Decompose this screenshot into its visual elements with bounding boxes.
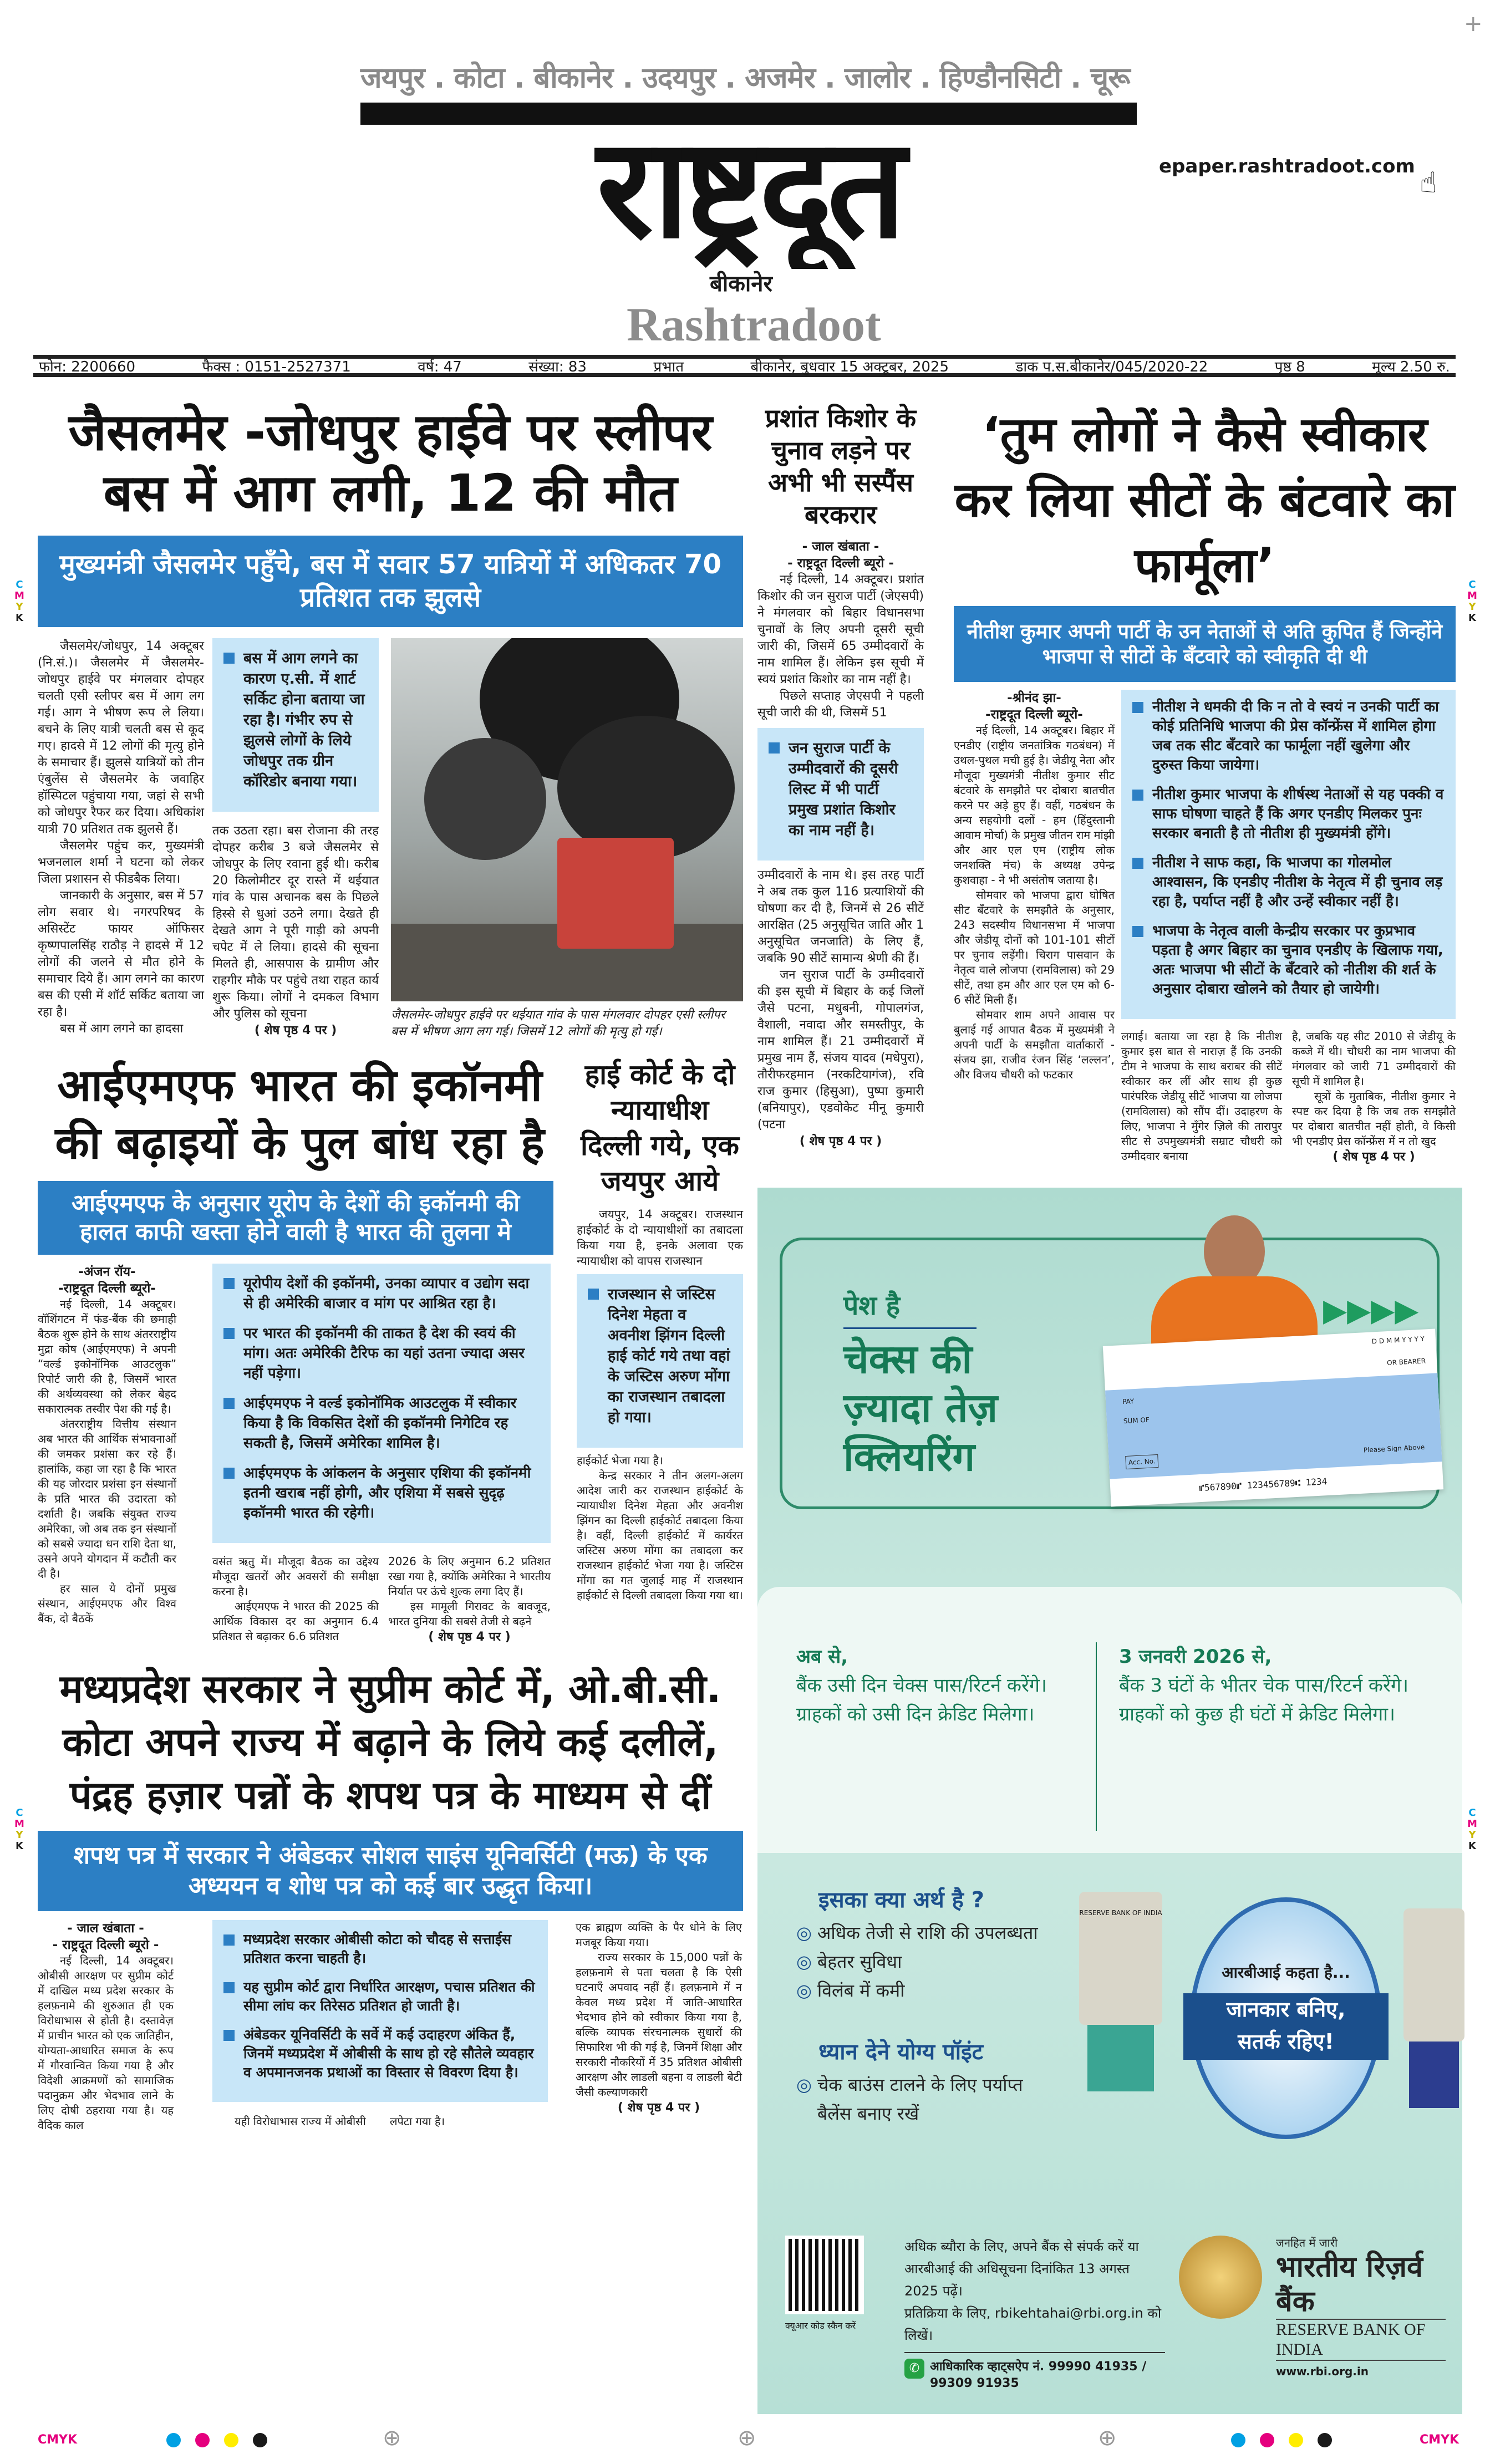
rbi-says-badge: आरबीआई कहता है... जानकार बनिए, सतर्क रहिए! [1190, 1897, 1382, 2139]
epaper-link[interactable]: epaper.rashtradoot.com [1159, 155, 1415, 177]
color-registration-dot [166, 2433, 181, 2447]
dateline-bar [33, 355, 1456, 377]
edition-name: बीकानेर [710, 271, 772, 297]
byline-author: - जाल खंबाता - [802, 539, 879, 554]
photo-caption: जैसलमेर-जोधपुर हाईवे पर थईयात गांव के पास मंगलवार दोपहर एसी स्लीपर बस में भीषण आग लग गई। जिसमें 12 लोगों की मृत्यु हो गई। [391, 1007, 725, 1038]
highlight-item: नीतीश ने साफ कहा, कि भाजपा का गोलमोल आश्वासन, कि एनडीए नीतीश के नेतृत्व में ही चुनाव लड़ रहा है, पर्याप्त नहीं है और उन्हें स्वीकार नहीं है। [1132, 853, 1445, 912]
ad-divider [843, 1327, 977, 1329]
rbi-advertisement [757, 1188, 1462, 2414]
obc-story [38, 1662, 743, 2133]
bus-fire-photo-block [391, 638, 743, 1040]
paragraph: नई दिल्ली, 14 अक्टूबर। ओबीसी आरक्षण पर सुप्रीम कोर्ट में दाखिल मध्य प्रदेश सरकार के हलफ़नामे की शुरुआत ही एक विरोधाभास से होती है। दस्तावेज़ में प्राचीन भारत को एक जातिहीन, योग्यता-आधारित समाज के रूप में गौरवान्वित किया गया है और विदेशी आक्रमणों को सामाजिक पदानुक्रम और भेदभाव लाने के लिए दोषी ठहराया गया है। यह वैदिक काल [38, 1953, 174, 2132]
bus-fire-highlight-box [212, 638, 379, 812]
obc-col2: यही विरोधाभास राज्य में ओबीसी [235, 2114, 366, 2128]
issue: संख्या: 83 [528, 359, 587, 375]
bullet-square-icon [223, 2030, 235, 2041]
logo-wordmark: राष्ट्रदूत [596, 108, 901, 269]
paragraph: सोमवार को भाजपा द्वारा घोषित सीट बँटवारे के समझौते के अनुसार, 243 सदस्यीय विधानसभा में भाजपा और जेडीयू दोनों को 101-101 सीटों पर चुनाव लड़ेंगी। चिराग पासवान के नेतृत्व वाले लोजपा (रामविलास) को 29 सीटें, तथा हम और आर एल एम को 6-6 सीटें मिली हैं। [954, 888, 1115, 1006]
cmyk-label-left: CMYK [38, 2433, 78, 2447]
paragraph: नई दिल्ली, 14 अक्टूबर। बिहार में एनडीए (राष्ट्रीय जनतांत्रिक गठबंधन) में उथल-पुथल मची हुई है। जेडीयू नेता और मौजूदा मुख्यमंत्री नीतीश कुमार सीट बंटवारे के समझौते पर दोबारा बातचीत करने पर अड़े हुए हैं। वहीं, गठबंधन के अन्य सहयोगी दलों - हम (हिंदुस्तानी आवाम मोर्चा) के प्रमुख जीतन राम मांझी और आर एल एम (राष्ट्रीय लोक जनशक्ति मंच) के अध्यक्ष उपेन्द्र कुशवाहा - ने भी असंतोष जताया है। [954, 724, 1115, 887]
crop-mark-icon: + [1464, 11, 1483, 37]
highlight-item: राजस्थान से जस्टिस दिनेश मेहता व अवनीश झिंगन दिल्ली हाई कोर्ट गये तथा वहां के जस्टिस अरुण मोंगा का राजस्थान तबादला हो गया। [588, 1284, 732, 1428]
imf-hc-row [38, 1057, 743, 1646]
obc-col3: लपेटा गया है। [390, 2114, 445, 2128]
ad-footer [757, 2175, 1462, 2414]
obc-headline: मध्यप्रदेश सरकार ने सुप्रीम कोर्ट में, ओ.बी.सी. कोटा अपने राज्य में बढ़ाने के लिये कई दलीलें, पंद्रह हज़ार पन्नों के शपथ पत्र के माध्यम से दीं [59, 1666, 721, 1818]
left-news-region [38, 402, 743, 2133]
points-heading: ध्यान देने योग्य पॉइंट [818, 2039, 983, 2065]
qr-block [785, 2236, 891, 2332]
continued-note: ( शेष पृष्ठ 4 पर ) [428, 1630, 511, 1644]
imf-headline: आईएमएफ भारत की इकॉनमी की बढ़ाइयों के पुल बांध रहा है [55, 1059, 545, 1169]
imf-col1 [38, 1264, 176, 1626]
byline-author: - जाल खंबाता - [67, 1921, 144, 1936]
target-bullet-icon: ◎ [796, 1980, 812, 2001]
bullet-square-icon [223, 1278, 235, 1289]
fax: फैक्स : 0151-2527371 [202, 359, 351, 375]
whatsapp-icon: ✆ [904, 2359, 924, 2379]
registration-target-icon: ⊕ [738, 2425, 756, 2451]
highlight-item: यह सुप्रीम कोर्ट द्वारा निर्धारित आरक्षण, पचास प्रतिशत की सीमा लांघ कर तिरेसठ प्रतिशत हो जाती है। [223, 1978, 537, 2015]
registration-target-icon: ⊕ [383, 2425, 401, 2451]
color-registration-dot [1231, 2433, 1245, 2447]
bullet-square-icon [223, 1328, 235, 1339]
ad-lists [796, 1886, 1062, 2128]
byline-bureau: - राष्ट्रदूत दिल्ली ब्यूरो - [787, 556, 894, 571]
color-registration-dot [195, 2433, 210, 2447]
nitish-story [954, 402, 1456, 1165]
qr-code[interactable] [785, 2236, 864, 2314]
nitish-deck: नीतीश कुमार अपनी पार्टी के उन नेताओं से अति कुपित हैं जिन्होंने भाजपा से सीटों के बँटवारे को स्वीकृति दी थी [954, 606, 1456, 682]
highlight-item: आईएमएफ के आंकलन के अनुसार एशिया की इकॉनमी इतनी खराब नहीं होगी, और एशिया में सबसे सुदृढ़ इकॉनमी भारत की रहेगी। [223, 1463, 540, 1523]
byline-author: -श्रीनंद झा- [1007, 691, 1061, 705]
ad-info-panel [757, 1587, 1462, 1853]
bus-fire-photo [391, 638, 743, 1001]
bullet-square-icon [1132, 702, 1143, 713]
paragraph: नई दिल्ली, 14 अक्टूबर। वॉशिंगटन में फंड-बैंक की छमाही बैठक शुरू होने के साथ अंतरराष्ट्रीय मुद्रा कोष (आईएमएफ) ने अपनी “वर्ल्ड इकोनॉमिक आउटलुक” रिपोर्ट जारी की है, जिसमें भारत की अर्थव्यवस्था को लेकर बेहद सकारात्मक तस्वीर पेश की गई है। [38, 1297, 176, 1416]
highlight-item: पर भारत की इकॉनमी की ताकत है देश की स्वयं की मांग। अतः अमेरिकी टैरिफ का यहां उतना ज्यादा असर नहीं पड़ेगा। [223, 1323, 540, 1383]
nitish-headline: ‘तुम लोगों ने कैसे स्वीकार कर लिया सीटों के बंटवारे का फार्मूला’ [954, 407, 1455, 593]
bus-fire-deck: मुख्यमंत्री जैसलमेर पहुँचे, बस में सवार 57 यात्रियों में अधिकतर 70 प्रतिशत तक झुलसे [38, 536, 743, 627]
highlight-item: नीतीश ने धमकी दी कि न तो वे स्वयं न उनकी पार्टी का कोई प्रतिनिधि भाजपा की प्रेस कॉन्फ्रेंस में शामिल होगा जब तक सीट बँटवारे का फार्मूला नहीं खुलेगा और दुरुस्त किया जायेगा। [1132, 698, 1445, 775]
nitish-right [1121, 690, 1456, 1165]
highlight-item: बस में आग लगने का कारण ए.सी. में शार्ट सर्किट होना बताया जा रहा है। गंभीर रुप से झुलसे लोगों के लिये जोधपुर तक ग्रीन कॉरिडोर बनाया गया। [223, 648, 368, 792]
bus-fire-middle [212, 638, 379, 1039]
meaning-list [796, 1918, 1062, 2005]
ad-contact-block [904, 2236, 1165, 2392]
paragraph: नई दिल्ली, 14 अक्टूबर। प्रशांत किशोर की जन सुराज पार्टी (जेएसपी) ने मंगलवार को बिहार विधानसभा चुनावों के लिए अपनी दूसरी सूची जारी की, जिसमें 65 उम्मीदवारों के नाम शामिल हैं। लेकिन इस सूची में स्वयं प्रशांत किशोर का नाम नहीं है। [757, 573, 924, 686]
registration-target-icon: ⊕ [1098, 2425, 1117, 2451]
color-registration-dot [1260, 2433, 1274, 2447]
list-item: ◎ विलंब में कमी [796, 1976, 1062, 2005]
paragraph: पिछले सप्ताह जेएसपी ने पहली सूची जारी की थी, जिसमें 51 [757, 689, 924, 720]
imf-col3: 2026 के लिए अनुमान 6.2 प्रतिशत रखा गया है, क्योंकि अमेरिका ने भारतीय निर्यात पर ऊंचे शुल्क लगा दिए हैं। इस मामूली गिरावट के बावजूद, भारत दुनिया की सबसे तेजी से बढ़ने ( शेष पृष्ठ 4 पर ) [388, 1554, 551, 1646]
obc-highlight-box [212, 1920, 548, 2102]
nitish-col1 [954, 690, 1115, 1082]
imf-deck: आईएमएफ के अनुसार यूरोप के देशों की इकॉनमी की हालत काफी खस्ता होने वाली है भारत की तुलना मे [38, 1181, 553, 1255]
imf-col2: वसंत ऋतु में। मौजूदा बैठक का उद्देश्य मौजूदा खतरों और अवसरों की समीक्षा करना है। आईएमएफ ने भारत की 2025 की आर्थिक विकास दर का अनुमान 6.4 प्रतिशत से बढ़ाकर 6.6 प्रतिशत [212, 1554, 379, 1643]
qr-label: क्यूआर कोड स्कैन करें [785, 2320, 856, 2331]
bus-fire-headline: जैसलमेर -जोधपुर हाईवे पर स्लीपर बस में आग लगी, 12 की मौत [68, 403, 713, 523]
cmyk-label-right: CMYK [1420, 2433, 1459, 2447]
bus-fire-col2: तक उठता रहा। बस रोजाना की तरह दोपहर करीब 3 बजे जैसलमेर से जोधपुर के लिए रवाना हुई थी। करीब 20 किलोमीटर दूर रास्ते में थईयात गांव के पास अचानक बस के पिछले हिस्से से धुआं उठने लगा। देखते ही देखते आग ने पूरी गाड़ी को अपनी चपेट में ले लिया। हादसे की सूचना मिलते ही, आसपास के ग्रामीण और राहगीर मौके पर पहुंचे तथा राहत कार्य शुरू किया। लोगों ने दमकल विभाग और पुलिस को सूचना ( शेष पृष्ठ 4 पर ) [212, 823, 379, 1039]
obc-deck: शपथ पत्र में सरकार ने अंबेडकर सोशल साइंस यूनिवर्सिटी (मऊ) के एक अध्ययन व शोध पत्र को कई बार उद्धृत किया। [38, 1831, 743, 1911]
rbi-english-name: RESERVE BANK OF INDIA [1276, 2319, 1446, 2361]
side-cmyk-right-lower: C M Y K [1467, 1807, 1477, 1852]
bullet-square-icon [769, 742, 780, 754]
future-info: 3 जनवरी 2026 से, बैंक 3 घंटों के भीतर चेक पास/रिटर्न करेंगे। ग्राहकों को कुछ ही घंटों में क्रेडिट मिलेगा। [1119, 1646, 1408, 1725]
bullet-square-icon [223, 1398, 235, 1409]
right-news-region [757, 402, 1462, 2414]
color-dots-left [166, 2433, 282, 2447]
year: वर्ष: 47 [418, 359, 462, 375]
ad-middle [757, 1853, 1462, 2175]
list-item: ◎ चेक बाउंस टालने के लिए पर्याप्त बैलेंस बनाए रखें [796, 2070, 1062, 2128]
phone: फोन: 2200660 [39, 359, 136, 375]
price: मूल्य 2.50 रु. [1372, 359, 1450, 375]
paragraph: जैसलमेर पहुंच कर, मुख्यमंत्री भजनलाल शर्मा ने घटना को लेकर जिला प्रशासन से फीडबैक लिया। [38, 838, 204, 886]
side-cmyk-left: C M Y K [14, 579, 24, 624]
english-name: Rashtradoot [627, 298, 881, 351]
continued-note: ( शेष पृष्ठ 4 पर ) [799, 1134, 882, 1148]
page-number: पृष्ठ 8 [1274, 359, 1305, 375]
hc-headline: हाई कोर्ट के दो न्यायाधीश दिल्ली गये, एक जयपुर आये [581, 1058, 739, 1197]
highlight-item: यूरोपीय देशों की इकॉनमी, उनका व्यापार व उद्योग सदा से ही अमेरिकी बाजार व मांग पर आश्रित रहा है। [223, 1274, 540, 1314]
continued-note: ( शेष पृष्ठ 4 पर ) [1333, 1150, 1415, 1164]
rupee-note-character-right [1403, 1908, 1464, 2130]
bus-fire-story [38, 402, 743, 1040]
paragraph: जैसलमेर/जोधपुर, 14 अक्टूबर (नि.सं.)। जैसलमेर में जैसलमेर-जोधपुर हाईवे पर मंगलवार दोपहर चलती एसी स्लीपर बस में आग लग गई। आग ने भीषण रूप ले लिया। बचने के लिए यात्री चलती बस से कूद गए। हादसे में 12 लोगों की मृत्यु होने के समाचार हैं। झुलसे यात्रियों को तीन एंबुलेंस से जैसलमेर के जवाहिर हॉस्पिटल पहुंचाया गया, जहां से सभी को जोधपुर रैफर कर दिया। अधिकांश यात्री 70 प्रतिशत तक झुलसे हैं। [38, 639, 204, 836]
highlight-item: जन सुराज पार्टी के उम्मीदवारों की दूसरी लिस्ट में भी पार्टी प्रमुख प्रशांत किशोर का नाम नहीं है। [769, 738, 913, 841]
paragraph: बस में आग लगने का हादसा [60, 1021, 184, 1036]
paragraph: अंतरराष्ट्रीय वित्तीय संस्थान अब भारत की आर्थिक संभावनाओं की जमकर प्रशंसा कर रहे हैं। हालांकि, कहा जा रहा है कि भारत की यह जोरदार प्रशंसा इन संस्थानों के प्रति भारत की उदारता को दर्शाती है। जबकि संयुक्त राज्य अमेरिका, जो अब तक इन संस्थानों को सबसे ज्यादा धन राशि देता था, उसने अपने योगदान में कटौती कर दी है। [38, 1417, 176, 1580]
edition-cities: जयपुर . कोटा . बीकानेर . उदयपुर . अजमेर . जालोर . हिण्डौनसिटी . चूरू [360, 62, 1130, 95]
pk-headline: प्रशांत किशोर के चुनाव लड़ने पर अभी भी सस्पैंस बरकरार [765, 403, 917, 530]
byline-bureau: - राष्ट्रदूत दिल्ली ब्यूरो - [52, 1937, 159, 1952]
cheque-image: D D M M Y Y Y Y OR BEARER PAY SUM OF Acc. No. Please Sign Above ⑈567890⑈ 123456789⑆ 1234 [1103, 1328, 1443, 1506]
pk-story [757, 402, 924, 1150]
byline-bureau: -राष्ट्रदूत दिल्ली ब्यूरो- [985, 707, 1083, 722]
ad-characters [1079, 1886, 1467, 2152]
ad-contact-info: अधिक ब्यौरा के लिए, अपने बैंक से संपर्क करें या आरबीआई की अधिसूचना दिनांकित 13 अगस्त 2025 पढ़ें। प्रतिक्रिया के लिए, rbikehtahai@rbi.org.in को लिखें। [904, 2239, 1162, 2343]
continued-note: ( शेष पृष्ठ 4 पर ) [617, 2100, 700, 2115]
pk-nitish-row [757, 402, 1462, 1165]
rbi-identity [1276, 2236, 1446, 2379]
color-registration-dot [253, 2433, 267, 2447]
side-cmyk-left-lower: C M Y K [14, 1807, 24, 1852]
bullet-square-icon [223, 1934, 235, 1946]
slogan-ribbon: जानकार बनिए, सतर्क रहिए! [1183, 1993, 1389, 2060]
imf-highlight-box [212, 1264, 551, 1543]
paragraph: जानकारी के अनुसार, बस में 57 लोग सवार थे। नगरपरिषद के असिस्टेंट फायर ऑफिसर कृष्णपालसिंह राठौड़ ने हादसे में 12 लोगों की जलने से मौत होने के समाचार दिये हैं। आग लगने का कारण बस की एसी में शॉर्ट सर्किट बताया जा रहा है। [38, 888, 204, 1019]
hc-story: हाई कोर्ट के दो न्यायाधीश दिल्ली गये, एक जयपुर आये जयपुर, 14 अक्टूबर। राजस्थान हाईकोर्ट के दो न्यायाधीशों का तबादला किया गया है, इनके अलावा एक न्यायाधीश को वापस राजस्थान राजस्थान से जस्टिस दिनेश मेहता व अवनीश झिंगन दिल्ली हाई कोर्ट गये तथा वहां के जस्टिस अरुण मोंगा का राजस्थान तबादला हो गया। हाईकोर्ट भेजा गया है। केन्द्र सरकार ने तीन अलग-अलग आदेश जारी कर राजस्थान हाईकोर्ट के न्यायाधीश दिनेश मेहता और अवनीश झिंगन का दिल्ली हाईकोर्ट तबादला किया है। वहीं, दिल्ली हाईकोर्ट में कार्यरत जस्टिस अरुण मोंगा का तबादला कर राजस्थान हाईकोर्ट भेजा गया है। जस्टिस मोंगा का गत जुलाई माह में राजस्थान हाईकोर्ट से दिल्ली तबादला किया गया था। [577, 1057, 743, 1603]
rbi-hindi-name: भारतीय रिज़र्व बैंक [1276, 2251, 1423, 2318]
imf-right [212, 1264, 551, 1646]
bus-fire-col1 [38, 638, 204, 1037]
paragraph: जयपुर, 14 अक्टूबर। राजस्थान हाईकोर्ट के दो न्यायाधीशों का तबादला किया गया है, इनके अलावा एक न्यायाधीश को वापस राजस्थान [577, 1207, 743, 1267]
imf-story [38, 1057, 562, 1646]
bullet-square-icon [1132, 926, 1143, 937]
ad-hero [757, 1188, 1462, 1587]
date: बीकानेर, बुधवार 15 अक्टूबर, 2025 [750, 359, 949, 375]
meaning-heading: इसका क्या अर्थ है ? [818, 1887, 984, 1913]
paragraph: जन सुराज पार्टी के उम्मीदवारों की इस सूची में बिहार के कई जिलों जैसे पटना, मधुबनी, गोपालगंज, वैशाली, नवादा और समस्तीपुर, के नाम शामिल हैं। 21 उम्मीदवारों में प्रमुख नाम हैं, संजय यादव (मधेपुरा), तौरीफरहमान (नरकटियागंज), रवि राज कुमार (हिसुआ), पुष्पा कुमारी (बनियापुर), एडवोकेट मीनू कुमारी (पटना [757, 968, 924, 1132]
obc-middle [212, 1920, 548, 2130]
ad-title: चेक्स की ज़्यादा तेज़ क्लियरिंग [843, 1336, 998, 1480]
nitish-col2: लगाई। बताया जा रहा है कि नीतीश कुमार इस बात से नाराज़ हैं कि उनकी टीम ने भाजपा के साथ बराबर की सीटें स्वीकार कर लीं और साथ ही कुछ पारंपरिक जेडीयू सीटें भाजपा या लोजपा (रामविलास) को सौंप दीं। उदाहरण के लिए, भाजपा ने मुँगेर ज़िले की तारापुर सीट से उपमुख्यमंत्री सम्राट चौधरी को उम्मीदवार बनाया [1121, 1030, 1282, 1163]
nitish-highlight-box [1121, 690, 1456, 1019]
highlight-item: अंबेडकर यूनिवर्सिटी के सर्वे में कई उदाहरण अंकित हैं, जिनमें मध्यप्रदेश में ओबीसी के साथ हो रहे सौतेले व्यवहार व अपमानजनक प्रथाओं का विस्तार से विवरण दिया है। [223, 2025, 537, 2082]
obc-col1 [38, 1920, 174, 2133]
whatsapp-line: ✆ आधिकारिक व्हाट्सऐप नं. 99990 41935 / 99309 91935 [904, 2359, 1165, 2392]
highlight-item: नीतीश कुमार भाजपा के शीर्षस्थ नेताओं से यह पक्की व साफ घोषणा चाहते हैं कि अगर एनडीए मिलकर पुनः सरकार बनाती है तो नीतीश ही मुख्यमंत्री होंगे। [1132, 785, 1445, 843]
byline-author: -अंजन रॉय- [78, 1264, 136, 1279]
paragraph: उम्मीदवारों के नाम थे। इस तरह पार्टी ने अब तक कुल 116 प्रत्याशियों की घोषणा कर दी है, जिनमें से 26 सीटें आरक्षित (25 अनुसूचित जाति और 1 अनुसूचित जनजाति) के लिए हैं, जबकि 90 सीटें सामान्य श्रेणी की हैं। [757, 868, 924, 965]
bullet-square-icon [223, 1982, 235, 1993]
now-info: अब से, बैंक उसी दिन चेक्स पास/रिटर्न करेंगे। ग्राहकों को उसी दिन क्रेडिट मिलेगा। [796, 1646, 1047, 1725]
target-bullet-icon: ◎ [796, 1951, 812, 1972]
list-item: ◎ अधिक तेजी से राशि की उपलब्धता [796, 1918, 1062, 1947]
paragraph: सोमवार शाम अपने आवास पर बुलाई गई आपात बैठक में मुख्यमंत्री ने अपनी पार्टी के समझौता वार्ताकारों - संजय झा, राजीव रंजन सिंह ‘लल्लन’, और विजय चौधरी को फटकार [954, 1008, 1115, 1081]
issued-note: जनहित में जारी [1276, 2236, 1338, 2249]
bullet-square-icon [223, 653, 235, 664]
bullet-square-icon [1132, 858, 1143, 869]
highlight-item: भाजपा के नेतृत्व वाली केन्द्रीय सरकार पर कुप्रभाव पड़ता है अगर बिहार का चुनाव एनडीए के खिलाफ गया, अतः भाजपा भी सीटों के बँटवारे को नीतीश की शर्त के अनुसार दोबारा खोलने को तैयार हो जायेगी। [1132, 922, 1445, 999]
target-bullet-icon: ◎ [796, 2074, 812, 2095]
print-marks-bar [0, 2425, 1485, 2458]
newspaper-logo [360, 103, 1137, 269]
bullet-square-icon [1132, 790, 1143, 801]
continued-note: ( शेष पृष्ठ 4 पर ) [254, 1023, 337, 1037]
points-list [796, 2070, 1062, 2128]
bullet-square-icon [223, 1468, 235, 1479]
byline-bureau: -राष्ट्रदूत दिल्ली ब्यूरो- [58, 1281, 156, 1296]
paragraph: हर साल ये दोनों प्रमुख संस्थान, आईएमएफ और विश्व बैंक, दो बैठकें [38, 1581, 176, 1625]
rupee-note-character-left: RESERVE BANK OF INDIA [1079, 1892, 1162, 2136]
color-registration-dot [1318, 2433, 1332, 2447]
nitish-col3: है, जबकि यह सीट 2010 से जेडीयू के कब्जे में थी। चौधरी का नाम भाजपा की मंगलवार को जारी 71 उम्मीदवारों की सूची में शामिल है। सूत्रों के मुताबिक, नीतीश कुमार ने स्पष्ट कर दिया है कि जब तक समझौते पर दोबारा बातचीत नहीं होती, वे किसी भी एनडीए प्रेस कॉन्फ्रेंस में न तो खुद ( शेष पृष्ठ 4 पर ) [1292, 1029, 1456, 1165]
divider [1096, 1642, 1097, 1831]
highlight-item: मध्यप्रदेश सरकार ओबीसी कोटा को चौदह से सत्ताईस प्रतिशत करना चाहती है। [223, 1930, 537, 1968]
side-cmyk-right: C M Y K [1467, 579, 1477, 624]
color-registration-dot [1289, 2433, 1303, 2447]
ad-intro: पेश है [843, 1290, 901, 1321]
bullet-square-icon [588, 1289, 599, 1300]
obc-col4: एक ब्राह्मण व्यक्ति के पैर धोने के लिए मजबूर किया गया। राज्य सरकार के 15,000 पन्नों के हलफ़नामे से पता चलता है कि ऐसी घटनाएँ अपवाद नहीं हैं। हलफ़नामे में न केवल मध्य प्रदेश में जाति-आधारित भेदभाव होने को स्वीकार किया गया है, बल्कि व्यापक संरचनात्मक सुधारों की सिफारिश भी की गई है, जिनमें शिक्षा और सरकारी नौकरियों में 35 प्रतिशत ओबीसी आरक्षण और लाडली बहना व लाडली बेटी जैसी कल्याणकारी ( शेष पृष्ठ 4 पर ) [576, 1920, 742, 2116]
burning-bus [557, 838, 674, 949]
hand-pointer-icon: ☝ [1420, 166, 1437, 200]
postal-reg: डाक प.स.बीकानेर/045/2020-22 [1015, 359, 1208, 375]
pk-highlight-box [757, 728, 924, 861]
edition-type: प्रभात [653, 359, 684, 375]
target-bullet-icon: ◎ [796, 1922, 812, 1943]
rbi-website-link[interactable]: www.rbi.org.in [1276, 2365, 1369, 2378]
color-registration-dot [224, 2433, 238, 2447]
rbi-seal [1179, 2236, 1262, 2319]
list-item: ◎ बेहतर सुविधा [796, 1947, 1062, 1976]
color-dots-right [1231, 2433, 1346, 2447]
highlight-item: आईएमएफ ने वर्ल्ड इकोनॉमिक आउटलुक में स्वीकार किया है कि विकसित देशों की इकॉनमी निगेटिव रह सकती है, जिसमें अमेरिका शामिल है। [223, 1393, 540, 1453]
arrows-icon: ▶▶▶▶ [1323, 1292, 1419, 1328]
hc-highlight-box [577, 1274, 743, 1448]
